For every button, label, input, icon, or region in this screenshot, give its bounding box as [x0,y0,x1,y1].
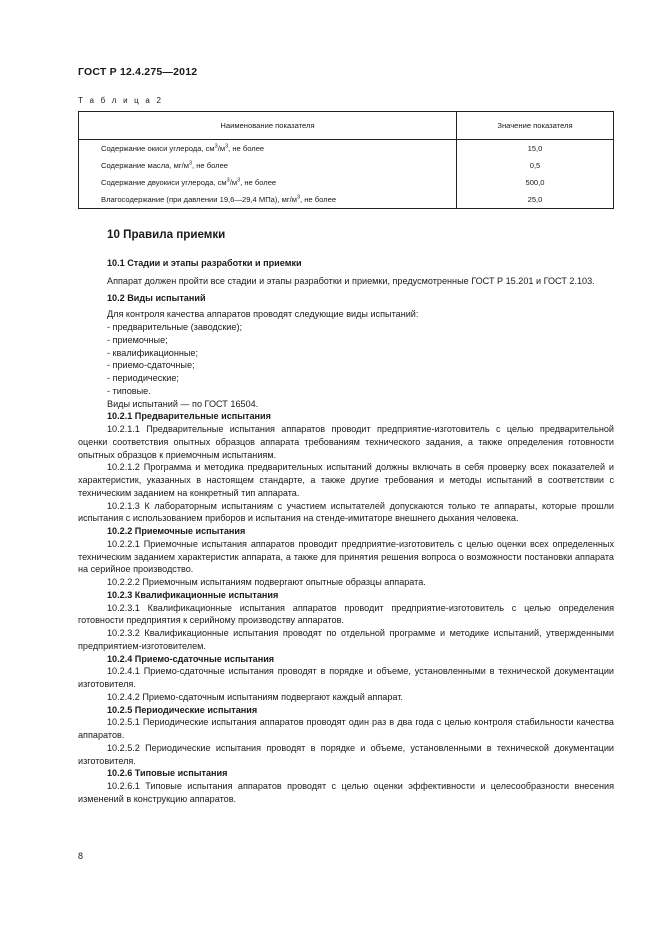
paragraph: Виды испытаний — по ГОСТ 16504. [107,398,259,409]
cell-name: Содержание двуокиси углерода, $см^3/м^3$, не более [79,174,457,191]
doc-title: ГОСТ Р 12.4.275—2012 [78,66,198,78]
paragraph: 10.2.6.1 Типовые испытания аппаратов проводят с целью оценки эффективности и целесообразности внесения изменений в конструкцию аппаратов. [78,781,614,804]
paragraph: 10.2.2.2 Приемочным испытаниям подвергают опытные образцы аппарата. [107,577,426,587]
subsection-title: 10.2 Виды испытаний [107,292,206,303]
cell-name: Содержание окиси углерода, $см^3/м^3$, не более [79,140,457,158]
paragraph: 10.2.2.1 Приемочные испытания аппаратов проводит предприятие-изготовитель с целью оценки всех определенных техническим заданием характеристик аппарата, а также для принятия решения вопроса о возможности постановки аппарата на серийное производство. [78,538,614,575]
column-header-name: Наименование показателя [79,112,457,140]
paragraph: 10.2.4.2 Приемо-сдаточным испытаниям подвергают каждый аппарат. [107,691,403,702]
paragraph: Аппарат должен пройти все стадии и этапы разработки и приемки, предусмотренные ГОСТ Р 15.201 и ГОСТ 2.103. [107,275,595,286]
cell-name: Влагосодержание (при давлении 19,6—29,4 МПа), $мг/м^3$, не более [79,191,457,209]
list-item: - типовые. [107,385,151,396]
paragraph: 10.2.3.1 Квалификационные испытания аппаратов проводит предприятие-изготовитель с целью определения готовности предприятия к серийному производству аппаратов. [78,602,614,626]
table-row [79,191,614,209]
list-item: - предварительные (заводские); [107,322,242,332]
table-header-row [79,112,614,140]
list-item: - квалификационные; [107,347,199,358]
subsection-title: 10.2.3 Квалификационные испытания [107,589,279,600]
cell-name: Содержание масла, $мг/м^3$, не более [79,157,457,174]
paragraph: 10.2.1.2 Программа и методика предварительных испытаний должны включать в себя проверку всех показателей и характеристик, указанных в настоящем стандарте, а также другие требования и методы испытаний в соответствии с техническим заданием на конкретный тип аппарата. [78,462,614,498]
list-item: - приемо-сдаточные; [107,360,195,371]
paragraph: 10.2.1.3 К лабораторным испытаниям с участием испытателей допускаются только те аппараты, которые прошли испытания с использованием приборов и испытания на стенде-имитаторе внешнего дыхания человека. [78,500,614,524]
paragraph: 10.2.3.2 Квалификационные испытания проводят по отдельной программе и методике испытаний, утвержденными предприятием-изготовителем. [78,628,614,651]
list-item: - периодические; [107,373,179,383]
subsection-title: 10.2.1 Предварительные испытания [107,411,271,422]
paragraph: Для контроля качества аппаратов проводят следующие виды испытаний: [107,309,419,320]
subsection-title: 10.2.5 Периодические испытания [107,704,258,715]
table-row [79,157,614,174]
paragraph: 10.2.4.1 Приемо-сдаточные испытания проводят в порядке и объеме, установленными в технической документации изготовителя. [78,666,614,689]
subsection-title: 10.1 Стадии и этапы разработки и приемки [107,258,302,268]
table-row [79,140,614,158]
table-row [79,174,614,191]
cell-value: 500,0 [457,174,614,191]
cell-value: 0,5 [457,157,614,174]
paragraph: 10.2.1.1 Предварительные испытания аппаратов проводит предприятие-изготовитель с целью предварительной оценки соответствия опытных образцов аппарата требованиям технического задания, а также определения готовности опытных образцов к приемочным испытаниям. [78,424,614,460]
subsection-title: 10.2.6 Типовые испытания [107,768,228,779]
section-title: 10 Правила приемки [107,228,226,241]
subsection-title: 10.2.4 Приемо-сдаточные испытания [107,653,275,664]
page-number: 8 [78,851,84,861]
cell-value: 25,0 [457,191,614,209]
table-caption: Т а б л и ц а 2 [78,96,164,105]
section-body [78,257,614,806]
subsection-title: 10.2.2 Приемочные испытания [107,526,246,536]
paragraph: 10.2.5.2 Периодические испытания проводят в порядке и объеме, установленными в технической документации изготовителя. [78,742,614,766]
column-header-value: Значение показателя [457,112,614,140]
paragraph: 10.2.5.1 Периодические испытания аппаратов проводят один раз в два года с целью контроля стабильности качества аппаратов. [78,717,614,740]
indicators-table [78,111,614,209]
cell-value: 15,0 [457,140,614,158]
list-item: - приемочные; [107,334,168,345]
